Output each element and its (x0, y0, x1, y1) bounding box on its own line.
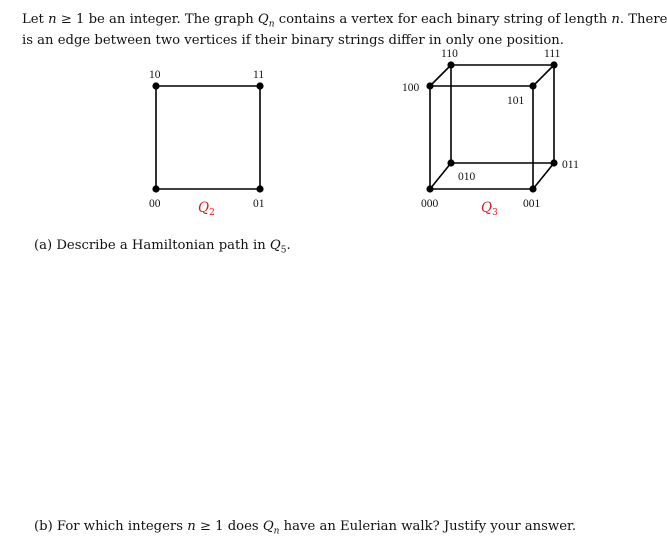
q3-vertex (447, 61, 454, 68)
graph-label-letter: Q (198, 200, 210, 216)
q3-edge (430, 65, 451, 86)
q2-vertex-label: 10 (149, 69, 161, 81)
math-subscript: 5 (280, 245, 287, 256)
q3-edge (533, 65, 554, 86)
text: contains a vertex for each binary string of length (274, 12, 612, 27)
q2-vertex-label: 00 (149, 198, 161, 210)
q3-edge (533, 163, 554, 189)
question-a (34, 238, 291, 256)
text: . (286, 238, 291, 253)
q3-vertex-label: 101 (507, 95, 525, 107)
q2-vertex (152, 185, 159, 192)
math-n: n (48, 12, 57, 27)
math-Q: Q (257, 12, 269, 27)
math-n: n (611, 12, 620, 27)
text: ≥ 1 does (195, 519, 263, 534)
q3-edge (430, 163, 451, 189)
q3-vertex (529, 185, 536, 192)
text: . There (619, 12, 667, 27)
q3-vertex-label: 110 (441, 48, 458, 60)
math-subscript: n (273, 526, 280, 537)
q3-vertex-label: 100 (402, 82, 420, 94)
graph-label-subscript: 2 (209, 208, 215, 218)
text: have an Eulerian walk? Justify your answer. (279, 519, 577, 534)
statement-line-2: is an edge between two vertices if their binary strings differ in only one position. (22, 32, 564, 48)
text: (b) For which integers (34, 519, 188, 534)
math-subscript: n (268, 19, 275, 30)
q2-graph (149, 69, 265, 218)
q2-vertex (256, 82, 263, 89)
q2-vertex-label: 11 (253, 69, 265, 81)
question-b (34, 519, 576, 537)
q3-vertex (550, 61, 557, 68)
q2-vertex (152, 82, 159, 89)
q3-vertex (426, 82, 433, 89)
q3-graph-label (481, 200, 498, 218)
q3-vertex (529, 82, 536, 89)
q3-vertex-label: 010 (458, 171, 476, 183)
q3-vertex-label: 001 (523, 198, 541, 210)
q2-vertex (256, 185, 263, 192)
q3-vertex (426, 185, 433, 192)
math-Q: Q (269, 238, 281, 253)
text: (a) Describe a Hamiltonian path in (34, 238, 270, 253)
text: ≥ 1 be an integer. The graph (56, 12, 258, 27)
text: Let (22, 12, 49, 27)
q3-graph (402, 48, 579, 218)
q2-vertex-label: 01 (253, 198, 265, 210)
math-Q: Q (262, 519, 274, 534)
q3-vertex (550, 159, 557, 166)
q3-vertex-label: 011 (562, 159, 579, 171)
q3-vertex (447, 159, 454, 166)
graph-label-subscript: 3 (492, 208, 498, 218)
q3-vertex-label: 000 (421, 198, 439, 210)
graph-label-letter: Q (481, 200, 493, 216)
q2-graph-label (198, 200, 215, 218)
q3-vertex-label: 111 (544, 48, 561, 60)
math-n: n (187, 519, 196, 534)
